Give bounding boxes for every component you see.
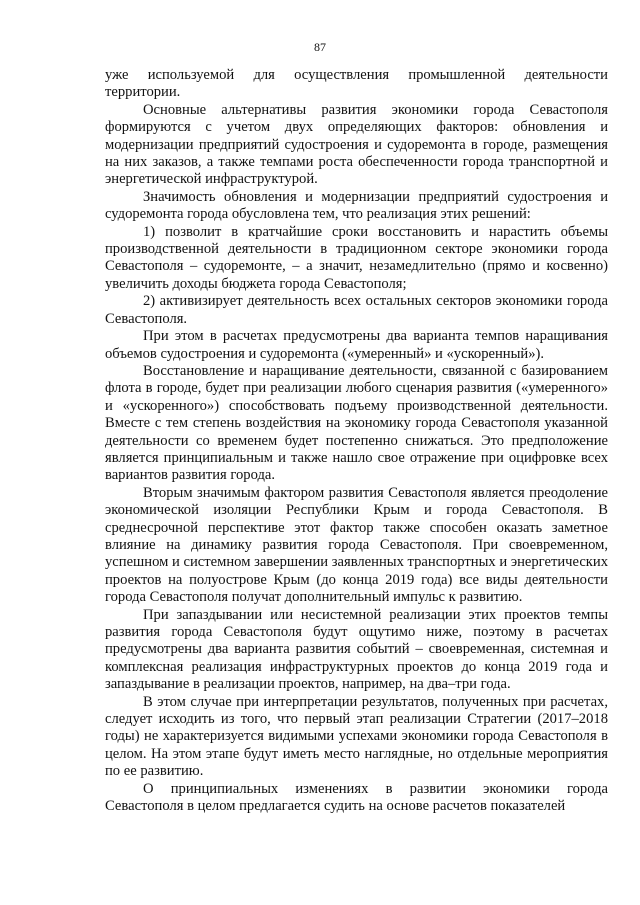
list-item-paragraph: 2) активизирует деятельность всех остальных секторов экономики города Севастополя. xyxy=(105,293,608,327)
paragraph: Основные альтернативы развития экономики города Севастополя формируются с учетом двух определяющих факторов: обновления и модернизации предприятий судостроения и судоремонта в городе, размещения на них заказов, а также темпами роста обеспеченности города транспортной и энергетической инфраструктурой. xyxy=(105,101,608,188)
list-item-paragraph: 1) позволит в кратчайшие сроки восстановить и нарастить объемы производственной деятельности в традиционном секторе экономики города Севастополя – судоремонте, – а значит, незамедлительно (прямо и косвенно) увеличить доходы бюджета города Севастополя; xyxy=(105,223,608,292)
paragraph: Вторым значимым фактором развития Севастополя является преодоление экономической изоляции Республики Крым и города Севастополя. В среднесрочной перспективе этот фактор также способен оказать заметное влияние на динамику развития города Севастополя. При своевременном, успешном и системном завершении заявленных транспортных и энергетических проектов на полуострове Крым (до конца 2019 года) все виды деятельности города Севастополя получат дополнительный импульс к развитию. xyxy=(105,484,608,606)
paragraph: уже используемой для осуществления промышленной деятельности территории. xyxy=(105,67,608,101)
paragraph: Восстановление и наращивание деятельности, связанной с базированием флота в городе, будет при реализации любого сценария развития («умеренного» и «ускоренного») способствовать подъему производственной деятельности. Вместе с тем степень воздействия на экономику города Севастополя указанной деятельности со временем будет постепенно снижаться. Это предположение является принципиальным и также нашло свое отражение при оцифровке всех вариантов развития города. xyxy=(105,362,608,484)
page-number: 87 xyxy=(314,40,326,54)
body-text xyxy=(105,67,608,815)
paragraph: В этом случае при интерпретации результатов, полученных при расчетах, следует исходить из того, что первый этап реализации Стратегии (2017–2018 годы) не характеризуется видимыми успехами экономики города Севастополя в целом. На этом этапе будут иметь место наглядные, но отдельные мероприятия по ее развитию. xyxy=(105,693,608,780)
paragraph: Значимость обновления и модернизации предприятий судостроения и судоремонта города обусловлена тем, что реализация этих решений: xyxy=(105,188,608,223)
paragraph: О принципиальных изменениях в развитии экономики города Севастополя в целом предлагается судить на основе расчетов показателей xyxy=(105,780,608,815)
paragraph: При запаздывании или несистемной реализации этих проектов темпы развития города Севастополя будут ощутимо ниже, поэтому в расчетах предусмотрены два варианта развития событий – своевременная, системная и комплексная реализация инфраструктурных проектов до конца 2019 года и запаздывание в реализации проектов, например, на два–три года. xyxy=(105,606,608,693)
paragraph: При этом в расчетах предусмотрены два варианта темпов наращивания объемов судостроения и судоремонта («умеренный» и «ускоренный»). xyxy=(105,328,608,362)
